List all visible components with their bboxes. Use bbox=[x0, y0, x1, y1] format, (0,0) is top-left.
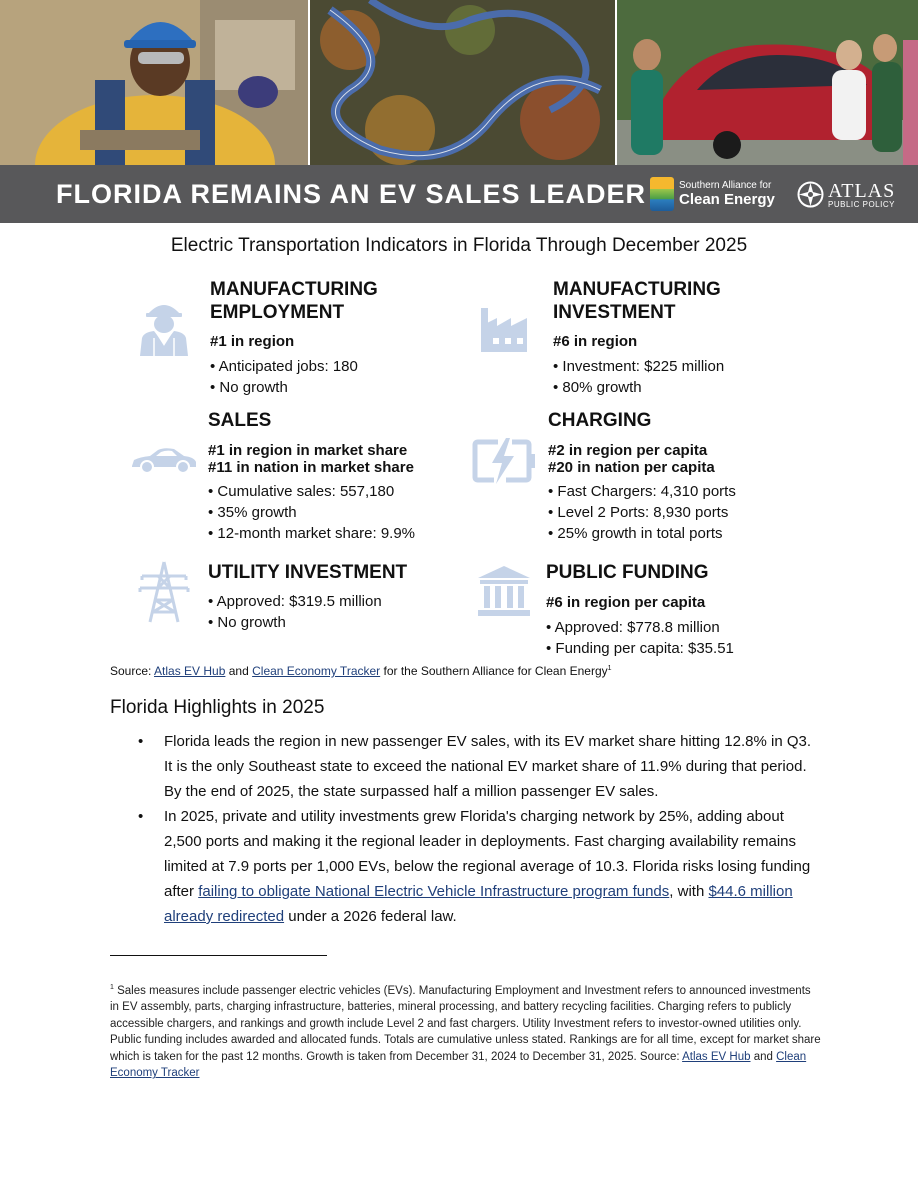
utility-investment-line: • Approved: $319.5 million bbox=[208, 593, 382, 610]
manufacturing-employment-line: • No growth bbox=[210, 379, 288, 396]
sales-rank-nation: #11 in nation in market share bbox=[208, 459, 414, 476]
people-with-ev-illustration bbox=[617, 0, 918, 165]
highlight-item bbox=[110, 804, 820, 929]
manufacturing-employment-line: • Anticipated jobs: 180 bbox=[210, 358, 358, 375]
manufacturing-investment-rank: #6 in region bbox=[553, 333, 638, 350]
highlights-heading: Florida Highlights in 2025 bbox=[110, 697, 325, 718]
source-line bbox=[110, 664, 612, 678]
atlas-logo-subtext: PUBLIC POLICY bbox=[828, 200, 895, 209]
charging-heading: CHARGING bbox=[548, 410, 652, 431]
highlights-list bbox=[110, 729, 820, 929]
sace-logo bbox=[650, 177, 790, 211]
factory-worker-illustration bbox=[0, 0, 308, 165]
photo-people-with-ev bbox=[617, 0, 918, 165]
utility-investment-heading: UTILITY INVESTMENT bbox=[208, 562, 408, 583]
car-icon bbox=[130, 446, 198, 474]
footnote-text: Sales measures include passenger electric vehicles (EVs). Manufacturing Employment and Investment refers to announced investments in EV assembly, parts, charging infrastructure, batteries, mineral processing, and battery recycling facilities. Charging refers to publicly accessible chargers, and rankings and growth include Level 2 and fast chargers. Utility Investment refers to investor-owned utilities only. Public funding includes awarded and allocated funds. Totals are cumulative unless stated. Rankings are for all time, except for market share which is taken for the past 12 months. Growth is taken from December 31, 2024 to December 31, 2025. Source: bbox=[110, 984, 821, 1063]
manufacturing-employment-heading-2: EMPLOYMENT bbox=[210, 302, 345, 323]
clean-economy-tracker-link[interactable]: Clean Economy Tracker bbox=[252, 664, 381, 678]
charging-line: • Fast Chargers: 4,310 ports bbox=[548, 483, 736, 500]
manufacturing-investment-heading-2: INVESTMENT bbox=[553, 302, 676, 323]
footnote-ref: 1 bbox=[607, 665, 612, 672]
page-title: FLORIDA REMAINS AN EV SALES LEADER bbox=[56, 179, 647, 209]
redirected-funds-link[interactable]: $44.6 million already redirected bbox=[164, 883, 793, 925]
source-and: and bbox=[225, 664, 253, 678]
charging-rank-region: #2 in region per capita bbox=[548, 442, 708, 459]
government-building-icon bbox=[476, 566, 532, 616]
bullet-glyph: • bbox=[138, 733, 144, 750]
sales-block bbox=[208, 409, 415, 544]
utility-investment-block bbox=[208, 561, 407, 633]
photo-factory-worker bbox=[0, 0, 308, 165]
manufacturing-investment-heading-1: MANUFACTURING bbox=[553, 279, 721, 300]
atlas-logo bbox=[797, 180, 915, 212]
manufacturing-investment-line: • Investment: $225 million bbox=[553, 358, 725, 375]
charging-line: • 25% growth in total ports bbox=[548, 525, 723, 542]
manufacturing-investment-line: • 80% growth bbox=[553, 379, 642, 396]
utility-investment-line: • No growth bbox=[208, 614, 286, 631]
indicators-subtitle: Electric Transportation Indicators in Florida Through December 2025 bbox=[170, 235, 748, 256]
charging-battery-icon bbox=[472, 438, 536, 484]
source-prefix: Source: bbox=[110, 664, 155, 678]
public-funding-block bbox=[546, 561, 734, 659]
highlight-text: Florida leads the region in new passenger EV sales, with its EV market share hitting 12.8% in Q3. It is the only Southeast state to exceed the national EV market share of 11.9% during that period. By the end of 2025, the state surpassed half a million passenger EV sales. bbox=[164, 733, 811, 800]
manufacturing-employment-block bbox=[210, 278, 378, 398]
power-tower-icon bbox=[138, 560, 190, 624]
source-suffix: for the Southern Alliance for Clean Energy bbox=[380, 664, 608, 678]
charging-rank-nation: #20 in nation per capita bbox=[548, 459, 715, 476]
footnote bbox=[110, 980, 822, 1082]
worker-icon bbox=[136, 298, 192, 356]
sales-line: • 35% growth bbox=[208, 504, 297, 521]
highlight-text: under a 2026 federal law. bbox=[284, 908, 457, 925]
sace-logo-text-big: Clean Energy bbox=[679, 191, 775, 208]
sales-heading: SALES bbox=[208, 410, 272, 431]
sales-line: • 12-month market share: 9.9% bbox=[208, 525, 416, 542]
manufacturing-investment-block bbox=[553, 278, 724, 398]
highlight-text: , with bbox=[669, 883, 709, 900]
public-funding-line: • Funding per capita: $35.51 bbox=[546, 640, 734, 657]
factory-icon bbox=[479, 304, 529, 354]
highlight-text: In 2025, private and utility investments grew Florida's charging network by 25%, adding about 2,500 ports and making it the regional leader in deployments. Fast charging availability remains limited at 7.9 ports per 1,000 EVs, below the regional average of 10.3. Florida risks losing funding after bbox=[164, 808, 811, 900]
public-funding-heading: PUBLIC FUNDING bbox=[546, 562, 709, 583]
footnote-and: and bbox=[750, 1050, 777, 1063]
footnote-clean-economy-tracker-link[interactable]: Clean Economy Tracker bbox=[110, 1050, 807, 1080]
header-photos bbox=[0, 0, 918, 165]
atlas-logo-text: ATLAS bbox=[828, 180, 896, 202]
footnote-atlas-ev-hub-link[interactable]: Atlas EV Hub bbox=[682, 1050, 751, 1063]
manufacturing-employment-rank: #1 in region bbox=[210, 333, 295, 350]
photo-winding-road bbox=[310, 0, 614, 165]
footnote-divider bbox=[110, 955, 327, 956]
manufacturing-employment-heading-1: MANUFACTURING bbox=[210, 279, 378, 300]
bullet-glyph: • bbox=[138, 808, 144, 825]
footnote-number: 1 bbox=[110, 984, 114, 991]
nevi-funds-link[interactable]: failing to obligate National Electric Vehicle Infrastructure program funds bbox=[198, 883, 670, 900]
sace-logo-mark-icon bbox=[650, 177, 674, 211]
charging-line: • Level 2 Ports: 8,930 ports bbox=[548, 504, 729, 521]
winding-road-illustration bbox=[310, 0, 614, 165]
sace-logo-text-small: Southern Alliance for bbox=[679, 180, 772, 191]
atlas-ev-hub-link[interactable]: Atlas EV Hub bbox=[154, 664, 226, 678]
public-funding-rank: #6 in region per capita bbox=[546, 594, 706, 611]
sales-line: • Cumulative sales: 557,180 bbox=[208, 483, 395, 500]
charging-block bbox=[548, 409, 736, 544]
atlas-compass-icon bbox=[797, 181, 824, 208]
highlight-item bbox=[110, 729, 820, 804]
sales-rank-region: #1 in region in market share bbox=[208, 442, 408, 459]
public-funding-line: • Approved: $778.8 million bbox=[546, 619, 720, 636]
